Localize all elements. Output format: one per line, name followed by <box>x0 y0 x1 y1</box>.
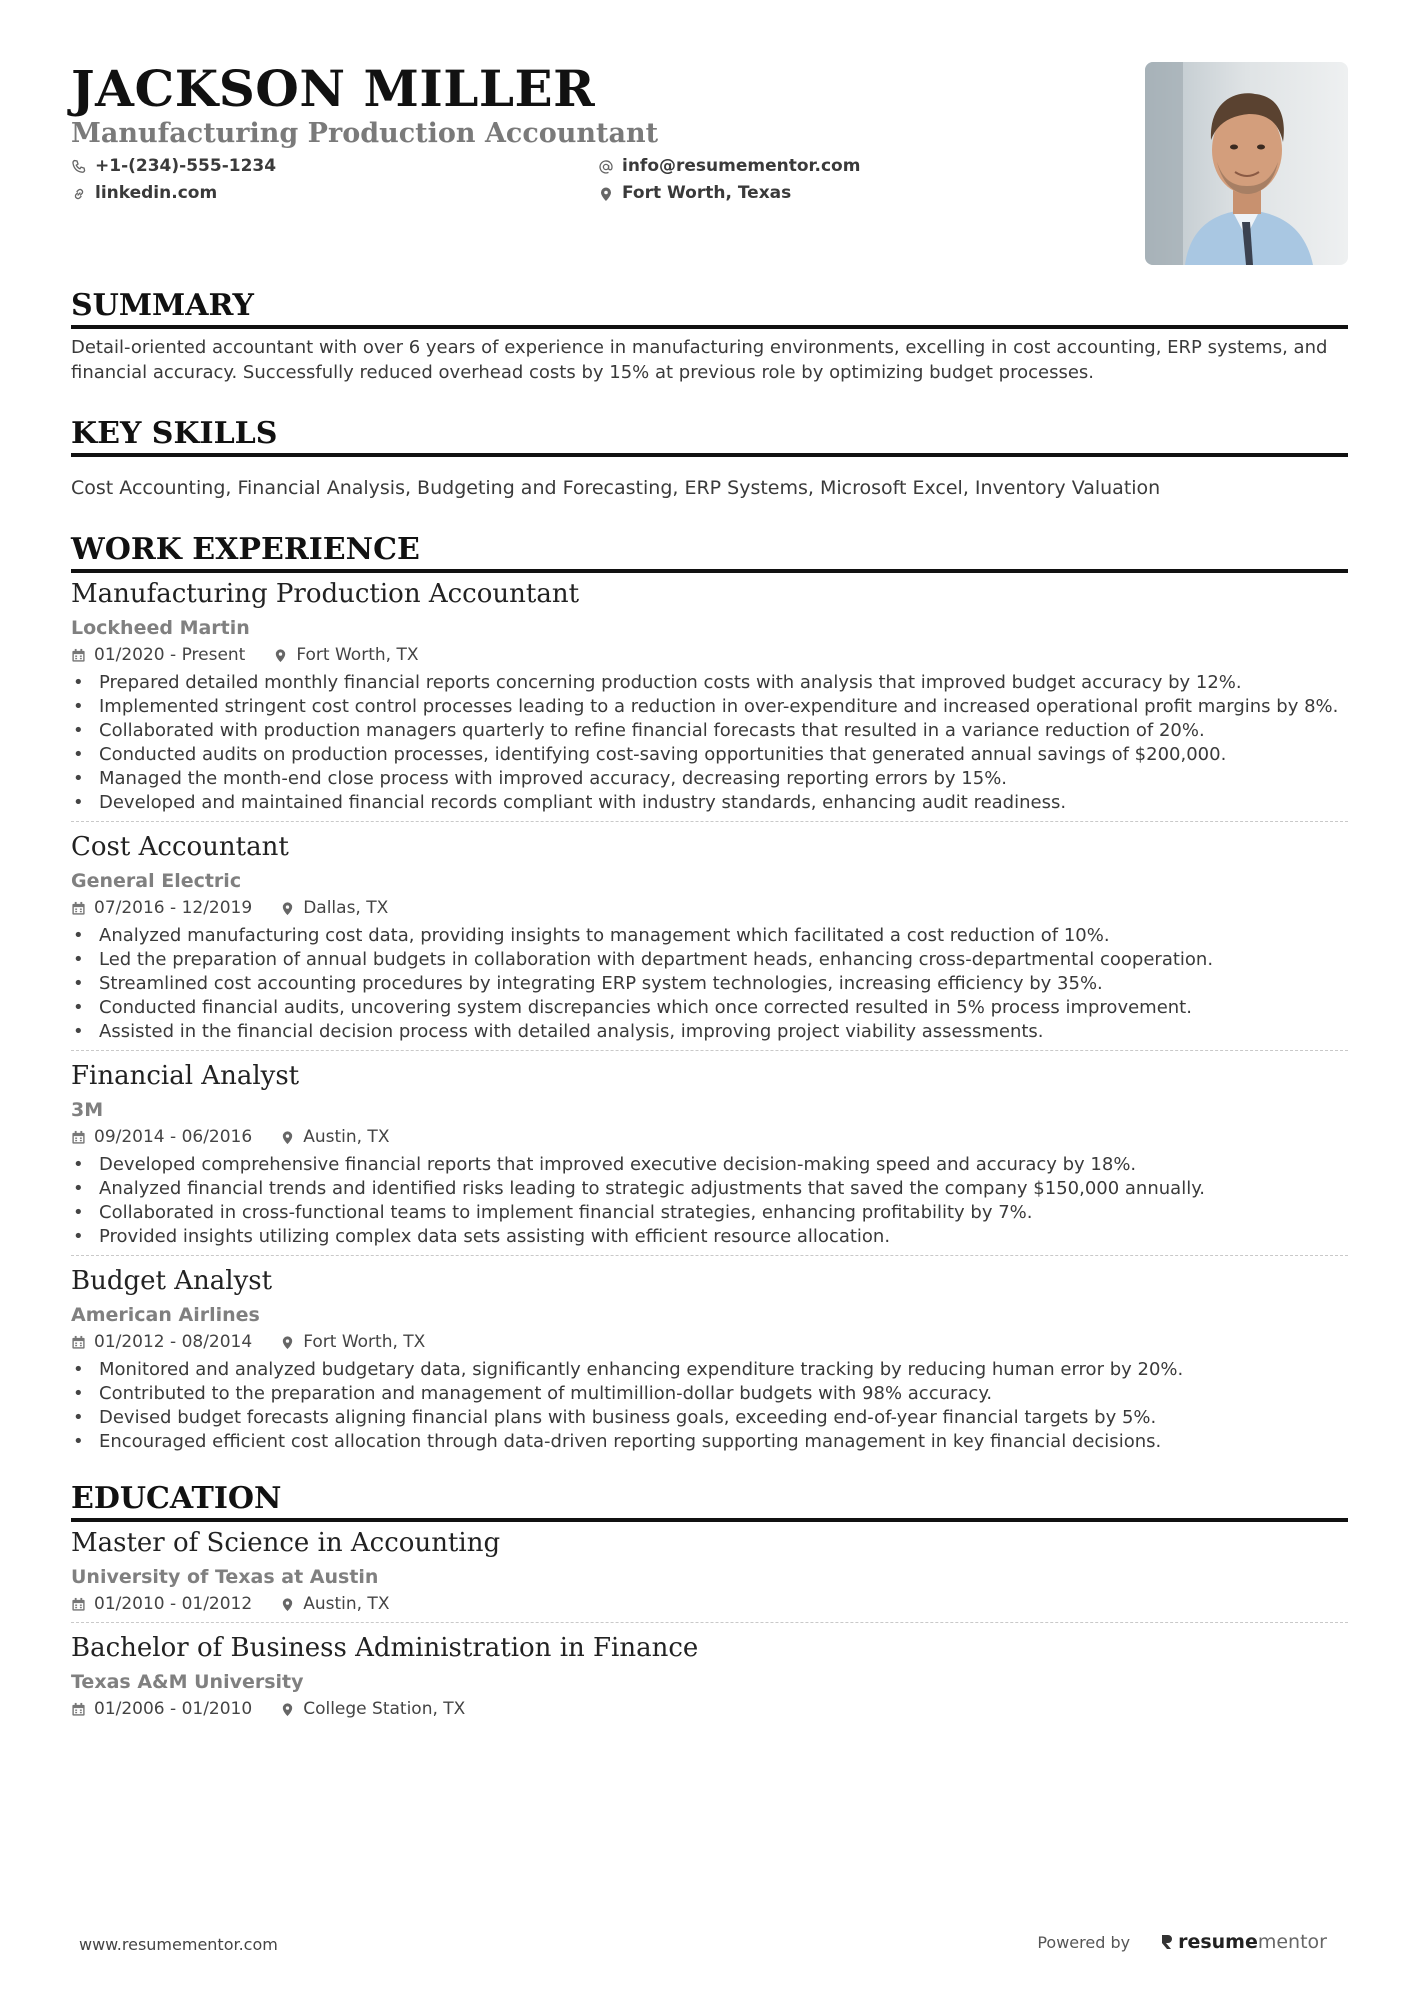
contact-location <box>598 183 1018 204</box>
bullet-item: • Collaborated with production managers quarterly to refine financial forecasts that resulted in a variance reduction of 20%. <box>71 719 1348 743</box>
bullet-item: • Prepared detailed monthly financial reports concerning production costs with analysis that improved budget accuracy by 12%. <box>71 671 1348 695</box>
job-location: Austin, TX <box>303 1127 390 1147</box>
map-pin-icon <box>280 1335 295 1350</box>
phone-icon <box>71 159 87 175</box>
email-text: info@resumementor.com <box>622 156 861 176</box>
contact-linkedin[interactable] <box>71 183 598 204</box>
brand-bold: resume <box>1178 1931 1258 1953</box>
bullet-item: • Assisted in the financial decision process with detailed analysis, improving project viability assessments. <box>71 1020 1348 1044</box>
summary-text: Detail-oriented accountant with over 6 years of experience in manufacturing environments, excelling in cost accounting, ERP systems, and financial accuracy. Successfully reduced overhead costs by 15% at previous role by optimizing budget processes. <box>71 337 1328 383</box>
education-entry <box>71 1631 1348 1727</box>
bullet-item: • Implemented stringent cost control processes leading to a reduction in over-expenditure and increased operational profit margins by 8%. <box>71 695 1348 719</box>
candidate-title: Manufacturing Production Accountant <box>71 118 659 149</box>
calendar-icon <box>71 901 86 916</box>
experience-section <box>71 531 1348 1460</box>
summary-section <box>71 287 1348 385</box>
education-entry <box>71 1526 1348 1623</box>
job-meta <box>71 643 1348 667</box>
job-title: Budget Analyst <box>71 1266 273 1296</box>
bullet-item: • Developed and maintained financial records compliant with industry standards, enhancing audit readiness. <box>71 791 1348 815</box>
job-meta <box>71 896 1348 920</box>
school-name: University of Texas at Austin <box>71 1566 379 1588</box>
brand-light: mentor <box>1257 1931 1327 1953</box>
job-location: Fort Worth, TX <box>303 1332 426 1352</box>
education-dates: 01/2006 - 01/2010 <box>94 1699 253 1719</box>
bullet-item: • Contributed to the preparation and management of multimillion-dollar budgets with 98% accuracy. <box>71 1382 1348 1406</box>
education-meta <box>71 1697 1348 1721</box>
degree-title: Master of Science in Accounting <box>71 1528 501 1558</box>
degree-title: Bachelor of Business Administration in Finance <box>71 1633 699 1663</box>
link-icon <box>71 186 87 202</box>
powered-by-label: Powered by <box>1037 1932 1131 1952</box>
education-heading: EDUCATION <box>71 1480 1348 1522</box>
school-name: Texas A&M University <box>71 1671 304 1693</box>
map-pin-icon <box>273 648 288 663</box>
education-location: College Station, TX <box>303 1699 466 1719</box>
calendar-icon <box>71 1130 86 1145</box>
job-company: Lockheed Martin <box>71 617 250 639</box>
location-text: Fort Worth, Texas <box>622 183 792 203</box>
at-sign-icon <box>598 159 614 175</box>
education-dates: 01/2010 - 01/2012 <box>94 1594 253 1614</box>
job-dates: 01/2012 - 08/2014 <box>94 1332 253 1352</box>
job-entry <box>71 1264 1348 1460</box>
bullet-item: • Streamlined cost accounting procedures by integrating ERP system technologies, increasing efficiency by 35%. <box>71 972 1348 996</box>
job-entry <box>71 1059 1348 1256</box>
map-pin-icon <box>280 1130 295 1145</box>
job-company: General Electric <box>71 870 242 892</box>
job-title: Manufacturing Production Accountant <box>71 579 580 609</box>
bullet-item: • Led the preparation of annual budgets in collaboration with department heads, enhancing cross-departmental cooperation. <box>71 948 1348 972</box>
job-title: Financial Analyst <box>71 1061 300 1091</box>
calendar-icon <box>71 648 86 663</box>
footer-branding <box>1037 1931 1327 1953</box>
resume-header <box>71 60 1348 275</box>
bullet-item: • Provided insights utilizing complex data sets assisting with efficient resource allocation. <box>71 1225 1348 1249</box>
footer-website[interactable]: www.resumementor.com <box>79 1935 278 1954</box>
resumementor-logo-icon <box>1160 1933 1174 1951</box>
job-bullets <box>71 924 1348 1044</box>
job-company: American Airlines <box>71 1304 260 1326</box>
job-meta <box>71 1125 1348 1149</box>
contact-email[interactable] <box>598 156 1018 177</box>
calendar-icon <box>71 1702 86 1717</box>
bullet-item: • Developed comprehensive financial reports that improved executive decision-making speed and accuracy by 18%. <box>71 1153 1348 1177</box>
linkedin-text: linkedin.com <box>95 183 218 203</box>
job-dates: 01/2020 - Present <box>94 645 246 665</box>
calendar-icon <box>71 1597 86 1612</box>
job-bullets <box>71 1153 1348 1249</box>
job-dates: 09/2014 - 06/2016 <box>94 1127 253 1147</box>
bullet-item: • Monitored and analyzed budgetary data, significantly enhancing expenditure tracking by reducing human error by 20%. <box>71 1358 1348 1382</box>
job-entry <box>71 577 1348 822</box>
education-section <box>71 1480 1348 1727</box>
skills-text: Cost Accounting, Financial Analysis, Budgeting and Forecasting, ERP Systems, Microsoft Excel, Inventory Valuation <box>71 477 1161 499</box>
education-meta <box>71 1592 1348 1616</box>
bullet-item: • Conducted financial audits, uncovering system discrepancies which once corrected resulted in 5% process improvement. <box>71 996 1348 1020</box>
bullet-item: • Analyzed manufacturing cost data, providing insights to management which facilitated a cost reduction of 10%. <box>71 924 1348 948</box>
job-title: Cost Accountant <box>71 832 289 862</box>
calendar-icon <box>71 1335 86 1350</box>
skills-heading: KEY SKILLS <box>71 415 1348 457</box>
summary-heading: SUMMARY <box>71 287 1348 329</box>
map-pin-icon <box>280 901 295 916</box>
bullet-item: • Collaborated in cross-functional teams to implement financial strategies, enhancing profitability by 7%. <box>71 1201 1348 1225</box>
job-dates: 07/2016 - 12/2019 <box>94 898 253 918</box>
job-location: Dallas, TX <box>303 898 389 918</box>
job-company: 3M <box>71 1099 104 1121</box>
skills-section <box>71 415 1348 501</box>
job-location: Fort Worth, TX <box>296 645 419 665</box>
experience-heading: WORK EXPERIENCE <box>71 531 1348 573</box>
contact-phone <box>71 156 598 177</box>
brand-name <box>1178 1931 1327 1953</box>
page-footer <box>0 1925 1410 1965</box>
job-bullets <box>71 671 1348 815</box>
job-entry <box>71 830 1348 1051</box>
job-bullets <box>71 1358 1348 1454</box>
profile-photo <box>1145 62 1348 265</box>
phone-text: +1-(234)-555-1234 <box>95 156 277 176</box>
bullet-item: • Analyzed financial trends and identified risks leading to strategic adjustments that saved the company $150,000 annually. <box>71 1177 1348 1201</box>
bullet-item: • Devised budget forecasts aligning financial plans with business goals, exceeding end-of-year financial targets by 5%. <box>71 1406 1348 1430</box>
map-pin-icon <box>598 186 614 202</box>
bullet-item: • Conducted audits on production processes, identifying cost-saving opportunities that generated annual savings of $200,000. <box>71 743 1348 767</box>
map-pin-icon <box>280 1597 295 1612</box>
map-pin-icon <box>280 1702 295 1717</box>
bullet-item: • Managed the month-end close process with improved accuracy, decreasing reporting errors by 15%. <box>71 767 1348 791</box>
job-meta <box>71 1330 1348 1354</box>
resume-page <box>71 60 1348 1735</box>
bullet-item: • Encouraged efficient cost allocation through data-driven reporting supporting management in key financial decisions. <box>71 1430 1348 1454</box>
education-location: Austin, TX <box>303 1594 390 1614</box>
candidate-name: JACKSON MILLER <box>71 59 596 118</box>
